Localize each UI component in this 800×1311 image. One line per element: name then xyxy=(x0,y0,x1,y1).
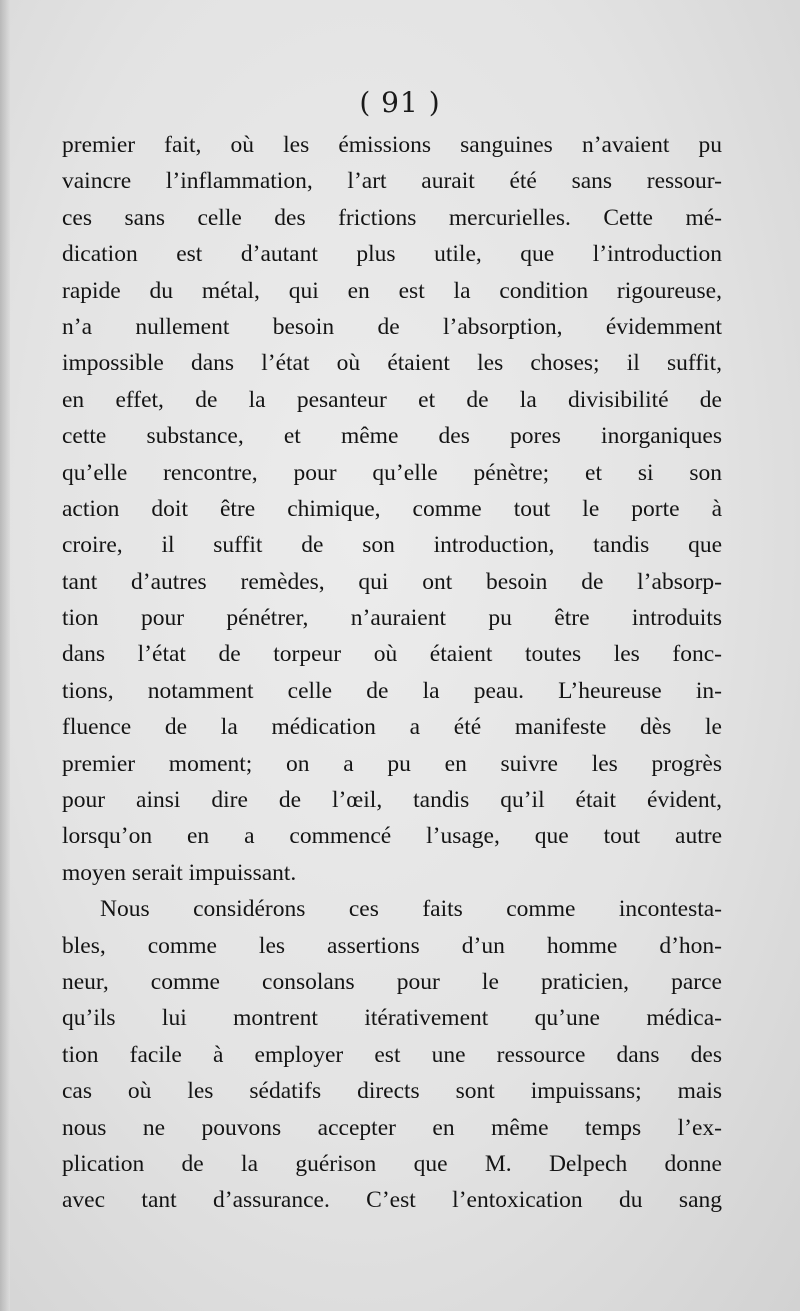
text-line: moyen serait impuissant. xyxy=(62,859,297,886)
text-line: rapide du métal, qui en est la condition rigoureuse, xyxy=(62,277,722,304)
text-line: vaincre l’inflammation, l’art aurait été sans ressour- xyxy=(62,168,722,195)
text-line: qu’ils lui montrent itérativement qu’une médica- xyxy=(62,1005,722,1032)
text-line: cette substance, et même des pores inorganiques xyxy=(62,423,722,450)
text-line: dans l’état de torpeur où étaient toutes les fonc- xyxy=(62,641,722,668)
text-line: Nous considérons ces faits comme incontesta- xyxy=(100,896,722,923)
text-line: tant d’autres remèdes, qui ont besoin de l’absorp- xyxy=(62,568,722,595)
text-line: fluence de la médication a été manifeste dès le xyxy=(62,714,722,741)
text-line: avec tant d’assurance. C’est l’entoxication du sang xyxy=(62,1187,722,1214)
text-line: impossible dans l’état où étaient les choses; il suffit, xyxy=(62,350,722,377)
text-line: lorsqu’on en a commencé l’usage, que tout autre xyxy=(62,823,722,850)
text-line: bles, comme les assertions d’un homme d’hon- xyxy=(62,932,722,959)
text-line: ces sans celle des frictions mercurielles. Cette mé- xyxy=(62,204,722,231)
text-line: croire, il suffit de son introduction, tandis que xyxy=(62,532,722,559)
text-line: premier fait, où les émissions sanguines n’avaient pu xyxy=(62,132,722,158)
text-line: tions, notamment celle de la peau. L’heureuse in- xyxy=(62,677,722,704)
text-line: tion facile à employer est une ressource dans des xyxy=(62,1041,722,1068)
text-line: cas où les sédatifs directs sont impuissans; mais xyxy=(62,1078,722,1105)
page-gutter-shadow xyxy=(0,0,10,1311)
text-line: plication de la guérison que M. Delpech donne xyxy=(62,1150,722,1177)
text-line: qu’elle rencontre, pour qu’elle pénètre; et si son xyxy=(62,459,722,486)
text-line: premier moment; on a pu en suivre les progrès xyxy=(62,750,722,777)
text-line: neur, comme consolans pour le praticien, parce xyxy=(62,968,722,995)
text-line: dication est d’autant plus utile, que l’introduction xyxy=(62,241,722,268)
page-number: ( 91 ) xyxy=(359,86,441,119)
text-line: pour ainsi dire de l’œil, tandis qu’il était évident, xyxy=(62,787,722,814)
body-text xyxy=(62,127,722,1219)
text-line: n’a nullement besoin de l’absorption, évidemment xyxy=(62,313,722,340)
text-line: action doit être chimique, comme tout le porte à xyxy=(62,495,722,522)
text-line: nous ne pouvons accepter en même temps l’ex- xyxy=(62,1114,722,1141)
text-line: tion pour pénétrer, n’auraient pu être introduits xyxy=(62,605,722,632)
text-line: en effet, de la pesanteur et de la divisibilité de xyxy=(62,386,722,413)
